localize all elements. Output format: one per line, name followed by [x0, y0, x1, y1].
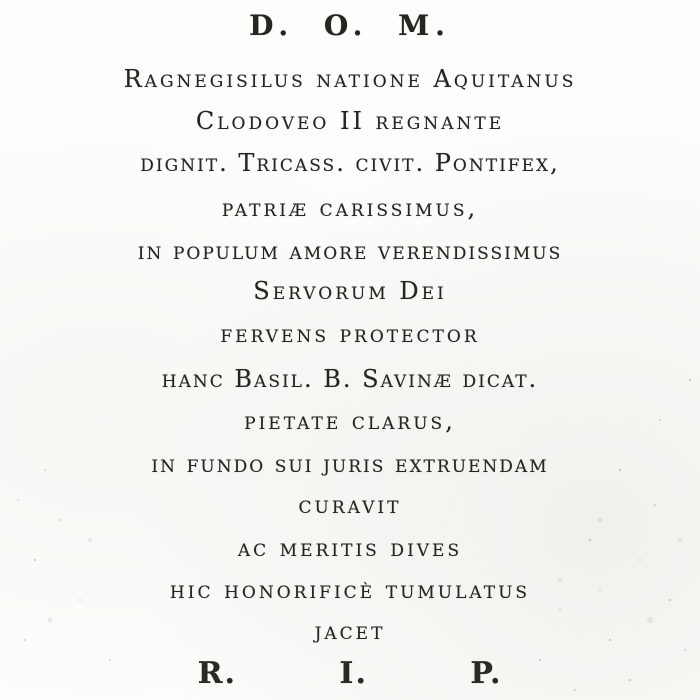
inscription-line: Ragnegisilus natione Aquitanus: [123, 65, 577, 93]
inscription-line: jacet: [314, 617, 386, 645]
inscription-line: curavit: [298, 491, 402, 519]
inscription-line-dom: D. O. M.: [249, 9, 451, 42]
inscription-line: hic honorificè tumulatus: [169, 576, 531, 604]
inscription-line: pietate clarus,: [244, 407, 456, 435]
inscription-line: fervens protector: [220, 320, 480, 348]
inscription-line-rip: R. I. P.: [197, 656, 503, 691]
inscription-line: Clodoveo II regnante: [195, 107, 505, 135]
inscription-line: in fundo sui juris extruendam: [151, 450, 549, 478]
inscription-line: hanc Basil. B. Savinæ dicat.: [161, 365, 539, 393]
inscription-line: ac meritis dives: [237, 534, 463, 562]
inscription-line: dignit. Tricass. civit. Pontifex,: [140, 149, 560, 177]
inscription-line: Servorum Dei: [253, 277, 447, 305]
inscription-line: patriæ carissimus,: [221, 194, 479, 222]
inscription-line: in populum amore verendissimus: [137, 237, 563, 265]
